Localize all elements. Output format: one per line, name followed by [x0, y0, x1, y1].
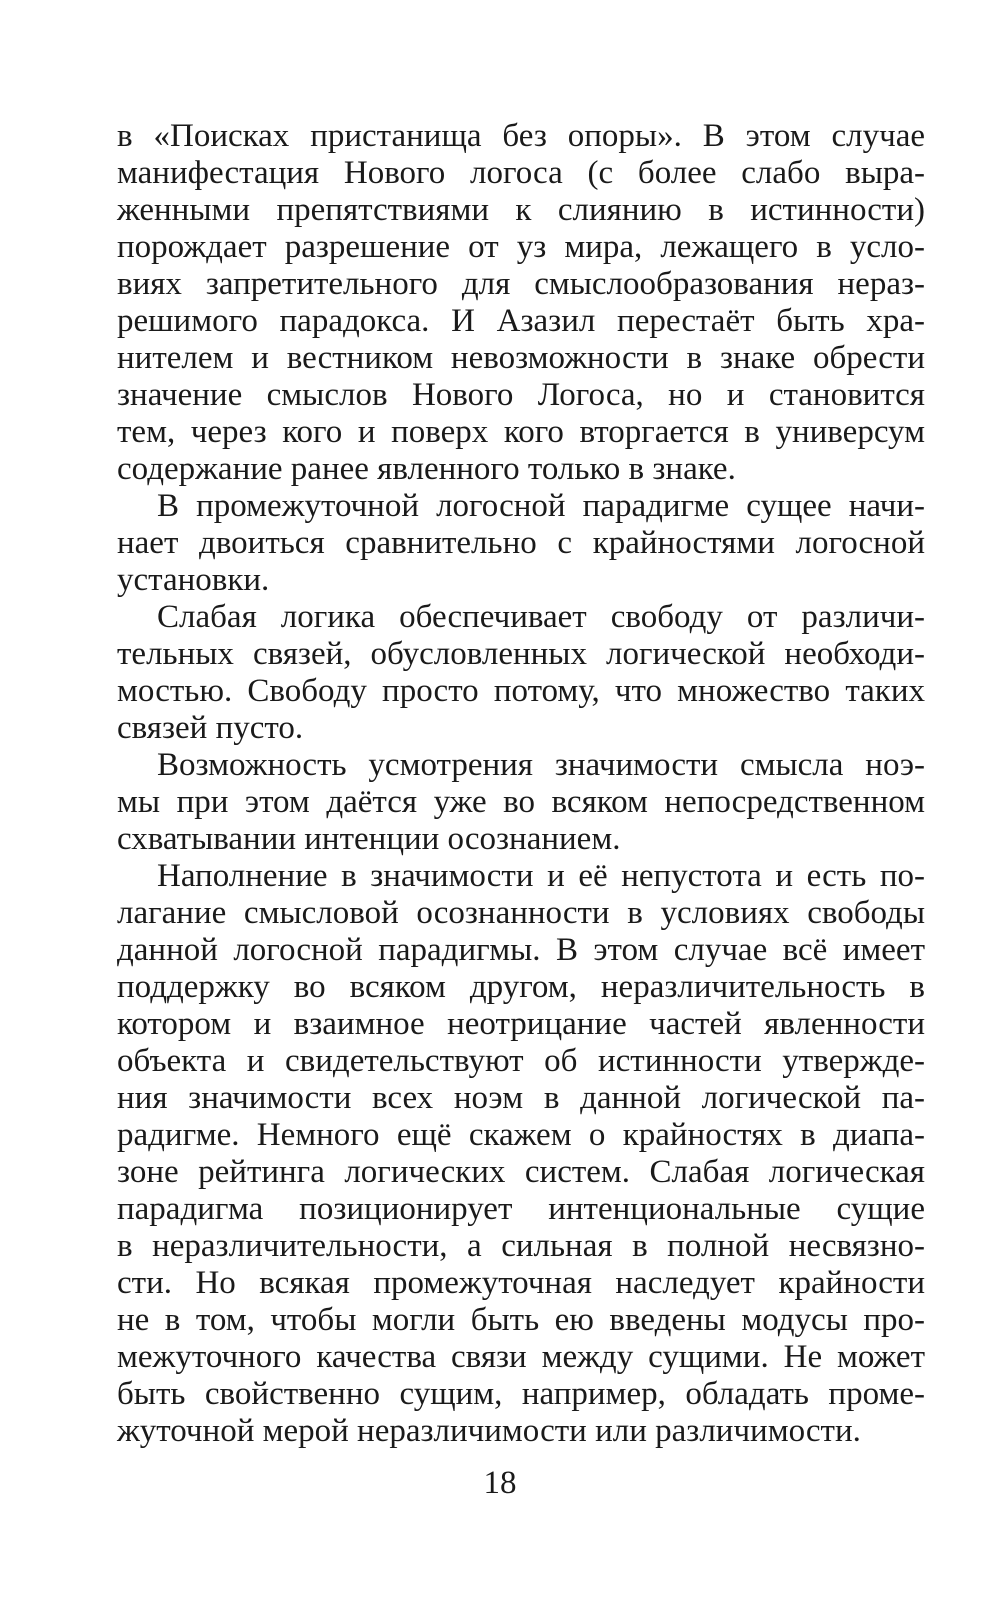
text-line: порождает разрешение от уз мира, лежащего в усло- — [117, 229, 925, 265]
text-line: установки. — [117, 562, 270, 598]
paragraph — [117, 488, 925, 599]
text-line: поддержку во всяком другом, неразличительность в — [117, 969, 925, 1005]
text-line: женными препятствиями к слиянию в истинности) — [117, 192, 925, 228]
text-line: Слабая логика обеспечивает свободу от различи- — [157, 599, 925, 635]
text-line: межуточного качества связи между сущими. Не может — [117, 1339, 925, 1375]
text-line: радигме. Немного ещё скажем о крайностях в диапа- — [117, 1117, 925, 1153]
paragraph — [117, 858, 925, 1450]
text-line: быть свойственно сущим, например, обладать проме- — [117, 1376, 925, 1412]
text-line: схватывании интенции осознанием. — [117, 821, 621, 857]
text-line: Наполнение в значимости и её непустота и есть по- — [157, 858, 925, 894]
text-line: тельных связей, обусловленных логической необходи- — [117, 636, 925, 672]
paragraph — [117, 599, 925, 747]
text-line: нает двоиться сравнительно с крайностями логосной — [117, 525, 925, 561]
text-line: не в том, чтобы могли быть ею введены модусы про- — [117, 1302, 925, 1338]
text-line: нителем и вестником невозможности в знаке обрести — [117, 340, 925, 376]
text-line: лагание смысловой осознанности в условиях свободы — [117, 895, 925, 931]
text-line: мостью. Свободу просто потому, что множество таких — [117, 673, 925, 709]
text-line: ния значимости всех ноэм в данной логической па- — [117, 1080, 925, 1116]
text-line: жуточной мерой неразличимости или различимости. — [117, 1413, 861, 1449]
text-line: объекта и свидетельствуют об истинности утвержде- — [117, 1043, 925, 1079]
text-line: парадигма позиционирует интенциональные сущие — [117, 1191, 925, 1227]
text-line: значение смыслов Нового Логоса, но и становится — [117, 377, 925, 413]
text-line: содержание ранее явленного только в знаке. — [117, 451, 736, 487]
text-line: мы при этом даётся уже во всяком непосредственном — [117, 784, 925, 820]
body-text — [117, 118, 925, 1450]
text-line: В промежуточной логосной парадигме сущее начи- — [157, 488, 925, 524]
text-line: тем, через кого и поверх кого вторгается в универсум — [117, 414, 925, 450]
page-number: 18 — [483, 1465, 517, 1501]
text-line: Возможность усмотрения значимости смысла ноэ- — [157, 747, 925, 783]
text-line: данной логосной парадигмы. В этом случае всё имеет — [117, 932, 925, 968]
text-line: виях запретительного для смыслообразования нераз- — [117, 266, 925, 302]
text-line: в «Поисках пристанища без опоры». В этом случае — [117, 118, 925, 154]
text-line: решимого парадокса. И Азазил перестаёт быть хра- — [117, 303, 925, 339]
paragraph — [117, 747, 925, 858]
text-line: котором и взаимное неотрицание частей явленности — [117, 1006, 925, 1042]
text-line: в неразличительности, а сильная в полной несвязно- — [117, 1228, 925, 1264]
text-line: сти. Но всякая промежуточная наследует крайности — [117, 1265, 925, 1301]
paragraph — [117, 118, 925, 488]
text-line: связей пусто. — [117, 710, 304, 746]
text-line: манифестация Нового логоса (с более слабо выра- — [117, 155, 925, 191]
text-line: зоне рейтинга логических систем. Слабая логическая — [117, 1154, 925, 1190]
